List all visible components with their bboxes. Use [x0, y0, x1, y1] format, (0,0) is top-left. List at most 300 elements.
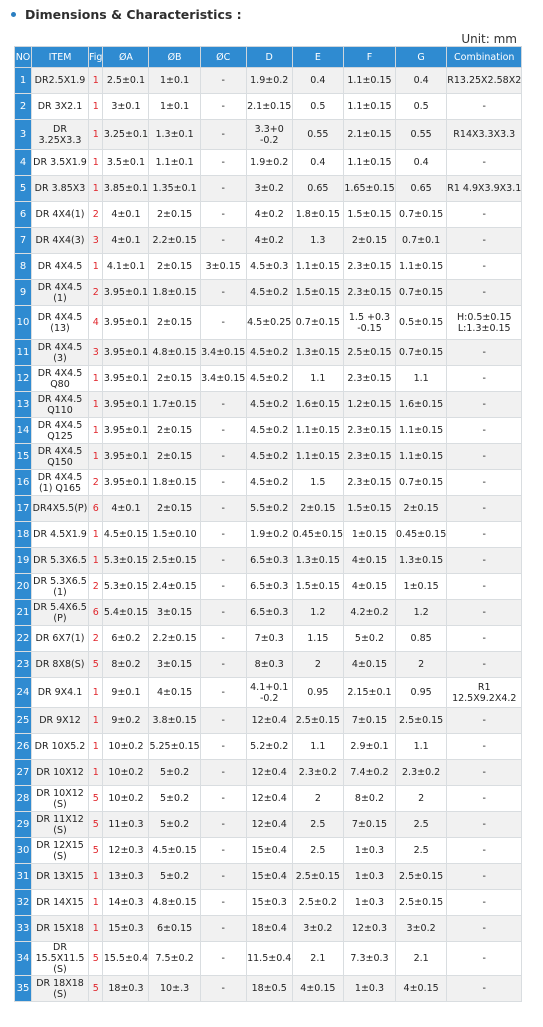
column-header-f: F	[343, 47, 395, 68]
cell-combination: -	[447, 150, 522, 176]
cell-od-b: 1.8±0.15	[149, 470, 200, 496]
cell-od-c: -	[200, 838, 246, 864]
cell-combination: -	[447, 812, 522, 838]
cell-combination: R14X3.3X3.3	[447, 120, 522, 150]
cell-fig: 1	[89, 444, 103, 470]
cell-od-a: 2.5±0.1	[103, 68, 149, 94]
cell-od-c: -	[200, 678, 246, 708]
cell-no: 21	[15, 600, 32, 626]
cell-f: 2.3±0.15	[343, 444, 395, 470]
cell-fig: 5	[89, 942, 103, 976]
cell-od-b: 4.8±0.15	[149, 890, 200, 916]
cell-fig: 5	[89, 786, 103, 812]
cell-item: DR 8X8(S)	[32, 652, 89, 678]
cell-no: 16	[15, 470, 32, 496]
cell-item: DR 18X18 (S)	[32, 976, 89, 1002]
cell-od-b: 5.25±0.15	[149, 734, 200, 760]
cell-od-b: 2.5±0.15	[149, 548, 200, 574]
cell-fig: 1	[89, 708, 103, 734]
cell-item: DR 5.3X6.5 (1)	[33, 575, 87, 598]
cell-od-a: 15±0.3	[103, 916, 149, 942]
column-header-od-c: ØC	[200, 47, 246, 68]
cell-item: DR 11X12 (S)	[32, 812, 89, 838]
cell-d: 1.9±0.2	[246, 150, 292, 176]
cell-g: 3±0.2	[395, 916, 446, 942]
cell-g: 0.4	[395, 68, 446, 94]
cell-f: 2.5±0.15	[343, 340, 395, 366]
cell-item: DR 12X15 (S)	[32, 838, 89, 864]
table-row	[15, 786, 522, 812]
cell-combination: -	[447, 418, 522, 444]
table-row	[15, 418, 522, 444]
cell-item: DR 5.4X6.5 (P)	[33, 601, 87, 624]
cell-e: 2.5±0.15	[292, 708, 343, 734]
cell-g: 0.65	[395, 176, 446, 202]
cell-d: 4.5±0.2	[246, 444, 292, 470]
table-row	[15, 708, 522, 734]
cell-od-a: 10±0.2	[103, 734, 149, 760]
cell-od-a: 3.85±0.1	[103, 176, 149, 202]
table-row	[15, 120, 522, 150]
cell-g: 0.7±0.15	[395, 340, 446, 366]
cell-d: 18±0.5	[246, 976, 292, 1002]
cell-no: 3	[15, 120, 32, 150]
cell-item: DR 3X2.1	[32, 94, 89, 120]
cell-fig: 1	[89, 760, 103, 786]
cell-combination: -	[447, 444, 522, 470]
cell-e: 2.5	[292, 838, 343, 864]
table-row	[15, 574, 522, 600]
cell-no: 12	[15, 366, 32, 392]
table-row	[15, 812, 522, 838]
cell-od-a: 5.3±0.15	[103, 548, 149, 574]
cell-od-a: 4±0.1	[103, 202, 149, 228]
cell-od-a: 4±0.1	[103, 228, 149, 254]
cell-d: 11.5±0.4	[246, 942, 292, 976]
cell-e: 2	[292, 652, 343, 678]
cell-e: 0.55	[292, 120, 343, 150]
cell-no: 9	[15, 280, 32, 306]
cell-d: 5.2±0.2	[246, 734, 292, 760]
cell-od-b: 1.5±0.10	[149, 522, 200, 548]
cell-f: 1±0.3	[343, 838, 395, 864]
cell-fig: 2	[89, 470, 103, 496]
cell-g: 2.5	[395, 838, 446, 864]
cell-no: 27	[15, 760, 32, 786]
cell-d: 12±0.4	[246, 760, 292, 786]
cell-g: 2.3±0.2	[395, 760, 446, 786]
cell-od-a: 9±0.1	[103, 678, 149, 708]
cell-f: 1.5±0.15	[343, 202, 395, 228]
cell-od-a: 8±0.2	[103, 652, 149, 678]
cell-od-a: 3.95±0.1	[103, 418, 149, 444]
cell-g: 1.1	[395, 366, 446, 392]
cell-fig: 5	[89, 976, 103, 1002]
cell-od-b: 5±0.2	[149, 812, 200, 838]
table-row	[15, 916, 522, 942]
cell-e: 0.4	[292, 68, 343, 94]
cell-fig: 1	[89, 68, 103, 94]
cell-no: 24	[15, 678, 32, 708]
cell-od-c: -	[200, 760, 246, 786]
cell-od-a: 3.95±0.1	[103, 444, 149, 470]
cell-item: DR 4X4.5 Q125	[32, 418, 89, 444]
cell-combination: -	[447, 600, 522, 626]
cell-g: 1.2	[395, 600, 446, 626]
cell-od-c: -	[200, 202, 246, 228]
cell-no: 22	[15, 626, 32, 652]
cell-od-c: -	[200, 280, 246, 306]
cell-d: 4.5±0.3	[246, 254, 292, 280]
cell-od-b: 2±0.15	[149, 418, 200, 444]
cell-d: 1.9±0.2	[246, 522, 292, 548]
cell-od-a: 6±0.2	[103, 626, 149, 652]
column-header-no: NO	[15, 47, 32, 68]
table-row	[15, 864, 522, 890]
cell-od-c: -	[200, 708, 246, 734]
cell-d: 12±0.4	[246, 812, 292, 838]
cell-combination: -	[447, 470, 522, 496]
cell-od-c: -	[200, 600, 246, 626]
cell-no: 26	[15, 734, 32, 760]
cell-d: 4.5±0.2	[246, 470, 292, 496]
cell-od-a: 14±0.3	[103, 890, 149, 916]
cell-no: 28	[15, 786, 32, 812]
cell-od-a: 13±0.3	[103, 864, 149, 890]
cell-fig: 1	[89, 94, 103, 120]
cell-e: 1.1±0.15	[292, 254, 343, 280]
cell-f: 1±0.3	[343, 864, 395, 890]
cell-d: 6.5±0.3	[246, 574, 292, 600]
cell-od-c: -	[200, 68, 246, 94]
cell-item: DR 14X15	[32, 890, 89, 916]
cell-od-c: -	[200, 864, 246, 890]
table-row	[15, 68, 522, 94]
cell-od-a: 15.5±0.4	[103, 942, 149, 976]
cell-no: 6	[15, 202, 32, 228]
cell-combination: -	[447, 916, 522, 942]
cell-od-a: 10±0.2	[103, 786, 149, 812]
column-header-od-b: ØB	[149, 47, 200, 68]
cell-d: 15±0.3	[246, 890, 292, 916]
cell-od-b: 1.35±0.1	[149, 176, 200, 202]
cell-combination: -	[447, 864, 522, 890]
cell-d: 12±0.4	[246, 786, 292, 812]
column-header-d: D	[246, 47, 292, 68]
column-header-item: ITEM	[32, 47, 89, 68]
cell-f: 8±0.2	[343, 786, 395, 812]
cell-od-c: 3.4±0.15	[200, 340, 246, 366]
cell-e: 1.5±0.15	[292, 574, 343, 600]
cell-combination: -	[447, 760, 522, 786]
cell-od-b: 2±0.15	[149, 254, 200, 280]
cell-e: 2.3±0.2	[292, 760, 343, 786]
cell-item: DR 6X7(1)	[32, 626, 89, 652]
table-row	[15, 94, 522, 120]
cell-od-c: -	[200, 94, 246, 120]
cell-od-c: -	[200, 812, 246, 838]
cell-combination: -	[447, 708, 522, 734]
cell-item: DR 9X12	[32, 708, 89, 734]
cell-d: 5.5±0.2	[246, 496, 292, 522]
cell-d: 1.9±0.2	[246, 68, 292, 94]
table-row	[15, 522, 522, 548]
table-row	[15, 626, 522, 652]
cell-f: 1±0.3	[343, 976, 395, 1002]
cell-no: 8	[15, 254, 32, 280]
cell-fig: 2	[89, 202, 103, 228]
cell-combination: -	[447, 340, 522, 366]
cell-fig: 1	[89, 254, 103, 280]
cell-e: 2	[292, 786, 343, 812]
cell-e: 1.8±0.15	[292, 202, 343, 228]
cell-combination: -	[447, 202, 522, 228]
cell-e: 3±0.2	[292, 916, 343, 942]
cell-no: 17	[15, 496, 32, 522]
cell-od-b: 2±0.15	[149, 306, 200, 340]
table-row	[15, 254, 522, 280]
cell-combination: -	[447, 976, 522, 1002]
cell-d: 4.5±0.2	[246, 418, 292, 444]
cell-g: 0.85	[395, 626, 446, 652]
cell-od-a: 4.5±0.15	[103, 522, 149, 548]
cell-g: 4±0.15	[395, 976, 446, 1002]
cell-e: 0.4	[292, 150, 343, 176]
cell-od-c: -	[200, 976, 246, 1002]
cell-item: DR 3.5X1.9	[32, 150, 89, 176]
cell-e: 1.1±0.15	[292, 444, 343, 470]
cell-f: 1±0.3	[343, 890, 395, 916]
unit-label: Unit: mm	[461, 32, 517, 46]
cell-fig: 1	[89, 734, 103, 760]
cell-fig: 5	[89, 652, 103, 678]
cell-fig: 2	[89, 280, 103, 306]
cell-f: 4±0.15	[343, 652, 395, 678]
cell-g: 1.1±0.15	[395, 444, 446, 470]
cell-od-a: 3.95±0.1	[103, 392, 149, 418]
cell-no: 23	[15, 652, 32, 678]
cell-fig: 1	[89, 890, 103, 916]
cell-fig: 1	[89, 548, 103, 574]
cell-od-a: 5.3±0.15	[103, 574, 149, 600]
cell-g: 2.5±0.15	[395, 890, 446, 916]
cell-d: 2.1±0.15	[246, 94, 292, 120]
cell-g: 0.7±0.15	[395, 202, 446, 228]
dimensions-table	[14, 46, 522, 1002]
cell-f: 12±0.3	[343, 916, 395, 942]
cell-f: 1.65±0.15	[343, 176, 395, 202]
table-row	[15, 678, 522, 708]
cell-d: 4.5±0.2	[246, 392, 292, 418]
table-row	[15, 150, 522, 176]
cell-od-c: -	[200, 306, 246, 340]
cell-f: 2.3±0.15	[343, 366, 395, 392]
cell-combination: -	[447, 626, 522, 652]
cell-item: DR4X5.5(P)	[32, 496, 89, 522]
cell-combination: H:0.5±0.15 L:1.3±0.15	[447, 306, 522, 340]
cell-no: 32	[15, 890, 32, 916]
cell-item: DR 5.3X6.5	[32, 548, 89, 574]
section-title: Dimensions & Characteristics :	[25, 7, 242, 22]
cell-f: 1.1±0.15	[343, 94, 395, 120]
cell-f: 2.3±0.15	[343, 254, 395, 280]
cell-od-b: 7.5±0.2	[149, 942, 200, 976]
cell-od-c: -	[200, 120, 246, 150]
cell-f: 7.3±0.3	[343, 942, 395, 976]
cell-od-c: -	[200, 496, 246, 522]
cell-od-b: 2±0.15	[149, 202, 200, 228]
cell-fig: 1	[89, 916, 103, 942]
cell-e: 1.3±0.15	[292, 340, 343, 366]
cell-item: DR 4X4.5 (13)	[32, 306, 89, 340]
cell-combination: R1 12.5X9.2X4.2	[447, 678, 522, 708]
cell-e: 2.5	[292, 812, 343, 838]
cell-od-a: 3.25±0.1	[103, 120, 149, 150]
cell-g: 0.55	[395, 120, 446, 150]
cell-e: 0.5	[292, 94, 343, 120]
table-row	[15, 548, 522, 574]
cell-f: 7±0.15	[343, 812, 395, 838]
cell-item: DR 3.25X3.3	[32, 120, 89, 150]
cell-od-c: -	[200, 150, 246, 176]
cell-g: 2	[395, 652, 446, 678]
cell-d: 6.5±0.3	[246, 600, 292, 626]
cell-d: 4.5±0.2	[246, 340, 292, 366]
table-row	[15, 890, 522, 916]
cell-g: 2.5±0.15	[395, 708, 446, 734]
cell-od-c: -	[200, 916, 246, 942]
cell-combination: -	[447, 522, 522, 548]
column-header-g: G	[395, 47, 446, 68]
cell-g: 1.1	[395, 734, 446, 760]
cell-f: 2.3±0.15	[343, 470, 395, 496]
cell-d: 3±0.2	[246, 176, 292, 202]
cell-fig: 5	[89, 838, 103, 864]
cell-od-a: 3.5±0.1	[103, 150, 149, 176]
column-header-combination: Combination	[447, 47, 522, 68]
cell-combination: -	[447, 890, 522, 916]
cell-fig: 1	[89, 392, 103, 418]
table-row	[15, 470, 522, 496]
column-header-od-a: ØA	[103, 47, 149, 68]
cell-no: 25	[15, 708, 32, 734]
cell-no: 4	[15, 150, 32, 176]
cell-od-b: 3.8±0.15	[149, 708, 200, 734]
cell-g: 0.7±0.1	[395, 228, 446, 254]
cell-f: 1.5±0.15	[343, 496, 395, 522]
cell-g: 2.1	[395, 942, 446, 976]
table-row	[15, 228, 522, 254]
cell-fig: 6	[89, 600, 103, 626]
cell-f: 1.1±0.15	[343, 68, 395, 94]
cell-od-a: 10±0.2	[103, 760, 149, 786]
cell-od-a: 3.95±0.1	[103, 280, 149, 306]
cell-item: DR 15.5X11.5 (S)	[32, 942, 89, 976]
cell-fig: 3	[89, 228, 103, 254]
cell-d: 12±0.4	[246, 708, 292, 734]
cell-g: 2	[395, 786, 446, 812]
cell-item: DR 4X4(3)	[32, 228, 89, 254]
cell-g: 1.6±0.15	[395, 392, 446, 418]
cell-e: 1.6±0.15	[292, 392, 343, 418]
cell-od-b: 3±0.15	[149, 652, 200, 678]
cell-od-a: 3.95±0.1	[103, 340, 149, 366]
cell-g: 0.5	[395, 94, 446, 120]
cell-f: 4.2±0.2	[343, 600, 395, 626]
cell-d: 7±0.3	[246, 626, 292, 652]
cell-g: 2.5	[395, 812, 446, 838]
cell-e: 4±0.15	[292, 976, 343, 1002]
cell-f: 1.2±0.15	[343, 392, 395, 418]
cell-no: 5	[15, 176, 32, 202]
cell-od-a: 3.95±0.1	[103, 470, 149, 496]
cell-e: 0.7±0.15	[292, 306, 343, 340]
cell-d: 15±0.4	[246, 864, 292, 890]
cell-od-b: 1.3±0.1	[149, 120, 200, 150]
cell-od-c: -	[200, 228, 246, 254]
cell-fig: 4	[89, 306, 103, 340]
cell-d: 4.5±0.2	[246, 366, 292, 392]
cell-combination: -	[447, 734, 522, 760]
cell-no: 29	[15, 812, 32, 838]
cell-e: 1.3±0.15	[292, 548, 343, 574]
cell-od-a: 3.95±0.1	[103, 306, 149, 340]
cell-fig: 1	[89, 522, 103, 548]
cell-combination: -	[447, 496, 522, 522]
cell-fig: 6	[89, 496, 103, 522]
cell-no: 14	[15, 418, 32, 444]
cell-f: 7.4±0.2	[343, 760, 395, 786]
cell-od-c: -	[200, 734, 246, 760]
cell-od-b: 4.5±0.15	[149, 838, 200, 864]
cell-g: 1.1±0.15	[395, 418, 446, 444]
cell-g: 2±0.15	[395, 496, 446, 522]
cell-f: 1.5 +0.3 -0.15	[343, 306, 395, 340]
cell-combination: -	[447, 280, 522, 306]
column-header-e: E	[292, 47, 343, 68]
cell-item: DR 4X4.5 Q110	[32, 392, 89, 418]
cell-combination: -	[447, 392, 522, 418]
cell-no: 13	[15, 392, 32, 418]
cell-od-c: -	[200, 418, 246, 444]
cell-d: 18±0.4	[246, 916, 292, 942]
cell-combination: R1 4.9X3.9X3.1	[447, 176, 522, 202]
cell-g: 1±0.15	[395, 574, 446, 600]
cell-no: 11	[15, 340, 32, 366]
cell-f: 2.9±0.1	[343, 734, 395, 760]
cell-od-a: 11±0.3	[103, 812, 149, 838]
bullet-icon	[11, 12, 16, 17]
cell-fig: 1	[89, 418, 103, 444]
table-row	[15, 306, 522, 340]
cell-od-b: 4.8±0.15	[149, 340, 200, 366]
cell-f: 4±0.15	[343, 574, 395, 600]
cell-item: DR 9X4.1	[32, 678, 89, 708]
cell-od-b: 5±0.2	[149, 786, 200, 812]
cell-fig: 5	[89, 812, 103, 838]
cell-e: 0.65	[292, 176, 343, 202]
cell-od-b: 1.7±0.15	[149, 392, 200, 418]
cell-f: 5±0.2	[343, 626, 395, 652]
cell-od-b: 4±0.15	[149, 678, 200, 708]
cell-od-a: 18±0.3	[103, 976, 149, 1002]
table-row	[15, 496, 522, 522]
cell-g: 0.45±0.15	[395, 522, 446, 548]
cell-g: 2.5±0.15	[395, 864, 446, 890]
cell-g: 0.7±0.15	[395, 280, 446, 306]
cell-no: 7	[15, 228, 32, 254]
table-row	[15, 176, 522, 202]
